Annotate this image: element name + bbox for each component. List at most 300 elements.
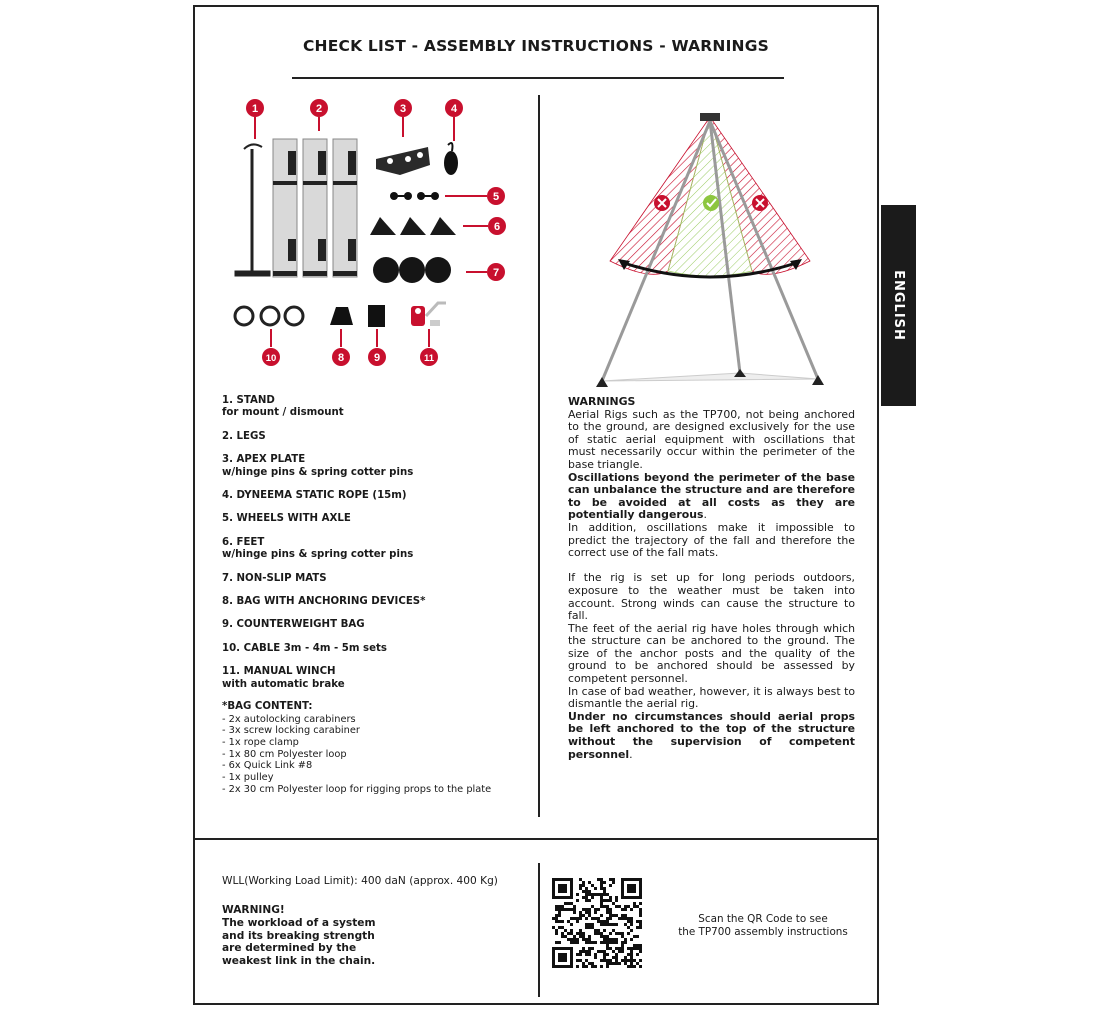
bag-item: - 2x autolocking carabiners (222, 713, 356, 725)
bag-item: - 3x screw locking carabiner (222, 725, 360, 737)
qr-module (639, 923, 642, 926)
qr-module (555, 920, 558, 923)
qr-module (639, 965, 642, 968)
svg-text:6: 6 (493, 221, 501, 233)
stand-drawing (235, 144, 270, 276)
qr-module (627, 953, 630, 956)
qr-module (600, 902, 603, 905)
qr-module (612, 914, 615, 917)
qr-module (624, 905, 627, 908)
qr-module (588, 914, 591, 917)
qr-module (630, 923, 633, 926)
qr-module (624, 962, 627, 965)
qr-module (585, 959, 588, 962)
qr-module (630, 920, 633, 923)
bag-item: - 1x 80 cm Polyester loop (222, 748, 347, 760)
mats-drawing (373, 257, 451, 283)
qr-module (585, 887, 588, 890)
qr-module (600, 935, 603, 938)
qr-module (576, 965, 579, 968)
qr-module (570, 938, 573, 941)
qr-module (615, 899, 618, 902)
qr-module (603, 887, 606, 890)
qr-module (639, 950, 642, 953)
qr-module (594, 911, 597, 914)
qr-module (630, 953, 633, 956)
qr-module (576, 938, 579, 941)
qr-module (603, 956, 606, 959)
qr-module (561, 932, 564, 935)
wll-text: WLL(Working Load Limit): 400 daN (approx. 400 Kg) (222, 875, 498, 887)
qr-module (582, 932, 585, 935)
qr-module (609, 923, 612, 926)
qr-module (585, 941, 588, 944)
qr-module (600, 881, 603, 884)
qr-module (579, 950, 582, 953)
footer-divider (195, 838, 877, 840)
part-item: 1. STAND for mount / dismount (222, 395, 344, 419)
qr-module (573, 905, 576, 908)
svg-text:3: 3 (399, 103, 407, 115)
qr-code[interactable] (552, 878, 642, 968)
qr-module (606, 959, 609, 962)
qr-module (633, 965, 636, 968)
qr-module (591, 896, 594, 899)
qr-module (561, 905, 564, 908)
svg-text:8: 8 (337, 352, 345, 364)
qr-module (591, 884, 594, 887)
qr-module (582, 947, 585, 950)
qr-module (615, 956, 618, 959)
qr-module (630, 917, 633, 920)
marker-6 (488, 217, 506, 235)
qr-module (591, 905, 594, 908)
qr-module (600, 893, 603, 896)
qr-module (621, 914, 624, 917)
qr-module (627, 965, 630, 968)
qr-module (603, 959, 606, 962)
x-mark-left-icon (654, 195, 670, 211)
qr-module (591, 947, 594, 950)
svg-text:4: 4 (450, 103, 458, 115)
qr-module (573, 908, 576, 911)
qr-module (564, 935, 567, 938)
qr-module (576, 917, 579, 920)
weakest-link-warning: WARNING! The workload of a system and its breaking strength are determined by the weakest link in the chain. (222, 904, 376, 968)
qr-module (639, 911, 642, 914)
qr-module (585, 953, 588, 956)
qr-module (606, 938, 609, 941)
qr-module (621, 932, 624, 935)
qr-module (570, 941, 573, 944)
qr-module (573, 917, 576, 920)
qr-module (552, 917, 555, 920)
warnings-heading: WARNINGS (568, 395, 636, 408)
qr-module (588, 908, 591, 911)
qr-module (636, 905, 639, 908)
qr-module (570, 908, 573, 911)
qr-module (639, 944, 642, 947)
qr-module (630, 959, 633, 962)
qr-module (573, 935, 576, 938)
bag-item: - 2x 30 cm Polyester loop for rigging props to the plate (222, 783, 492, 795)
qr-module (606, 893, 609, 896)
qr-module (636, 944, 639, 947)
qr-module (582, 965, 585, 968)
qr-module (606, 965, 609, 968)
qr-module (576, 893, 579, 896)
qr-module (579, 911, 582, 914)
qr-module (615, 923, 618, 926)
qr-module (570, 917, 573, 920)
qr-module (606, 911, 609, 914)
marker-3 (394, 99, 412, 117)
qr-module (579, 878, 582, 881)
qr-module (624, 914, 627, 917)
qr-module (561, 908, 564, 911)
column-divider (538, 95, 540, 817)
qr-module (636, 953, 639, 956)
qr-module (591, 923, 594, 926)
qr-module (630, 938, 633, 941)
svg-text:5: 5 (492, 191, 500, 203)
qr-module (579, 884, 582, 887)
qr-module (600, 932, 603, 935)
qr-module (585, 893, 588, 896)
qr-module (573, 911, 576, 914)
qr-module (630, 965, 633, 968)
qr-module (624, 923, 627, 926)
qr-module (591, 893, 594, 896)
qr-module (564, 908, 567, 911)
qr-module (600, 905, 603, 908)
qr-module (564, 902, 567, 905)
qr-module (555, 932, 558, 935)
qr-module (591, 941, 594, 944)
part-item: 8. BAG WITH ANCHORING DEVICES* (222, 596, 426, 608)
qr-module (615, 932, 618, 935)
warnings-paragraph: Under no circumstances should aerial props be left anchored to the top of the structure without the supervision of competent personnel. (568, 709, 855, 761)
qr-module (573, 938, 576, 941)
qr-module (585, 911, 588, 914)
qr-module (603, 890, 606, 893)
title-divider (292, 77, 784, 79)
qr-module (612, 950, 615, 953)
qr-module (612, 923, 615, 926)
qr-module (558, 914, 561, 917)
qr-module (594, 887, 597, 890)
qr-module (636, 935, 639, 938)
qr-module (588, 953, 591, 956)
qr-module (555, 908, 558, 911)
qr-module (597, 929, 600, 932)
qr-module (594, 941, 597, 944)
svg-text:10: 10 (265, 353, 277, 364)
qr-module (600, 896, 603, 899)
qr-module (582, 908, 585, 911)
qr-module (627, 932, 630, 935)
qr-module (630, 956, 633, 959)
qr-module (603, 950, 606, 953)
qr-module (624, 938, 627, 941)
qr-module (615, 947, 618, 950)
qr-module (567, 932, 570, 935)
marker-2 (310, 99, 328, 117)
qr-module (558, 908, 561, 911)
qr-module (582, 962, 585, 965)
qr-module (585, 923, 588, 926)
qr-module (633, 944, 636, 947)
qr-module (606, 899, 609, 902)
qr-module (606, 908, 609, 911)
qr-module (585, 926, 588, 929)
qr-module (612, 902, 615, 905)
qr-module (621, 935, 624, 938)
qr-module (612, 941, 615, 944)
qr-module (603, 881, 606, 884)
qr-module (603, 923, 606, 926)
qr-module (579, 932, 582, 935)
apex-plate (700, 113, 720, 121)
qr-module (618, 905, 621, 908)
qr-module (633, 947, 636, 950)
qr-module (594, 929, 597, 932)
qr-module (612, 938, 615, 941)
qr-module (636, 920, 639, 923)
marker-1 (246, 99, 264, 117)
qr-module (609, 947, 612, 950)
wheels-drawing (390, 192, 439, 200)
qr-module (639, 920, 642, 923)
oscillation-diagram (590, 111, 830, 391)
qr-module (618, 947, 621, 950)
qr-module (615, 959, 618, 962)
bag-content-title: *BAG CONTENT: (222, 701, 313, 713)
qr-module (597, 920, 600, 923)
part-item: 9. COUNTERWEIGHT BAG (222, 619, 365, 631)
qr-module (576, 932, 579, 935)
marker-4 (445, 99, 463, 117)
qr-module (594, 893, 597, 896)
qr-module (570, 932, 573, 935)
qr-module (627, 926, 630, 929)
warnings-paragraph: If the rig is set up for long periods outdoors, exposure to the weather must be taken into account. Strong winds can cause the structure to fall. (568, 571, 855, 623)
qr-module (621, 950, 624, 953)
qr-module (612, 956, 615, 959)
legs-drawing (273, 139, 357, 277)
qr-module (576, 920, 579, 923)
qr-module (609, 908, 612, 911)
qr-module (639, 926, 642, 929)
qr-module (585, 938, 588, 941)
qr-module (582, 950, 585, 953)
qr-module (576, 959, 579, 962)
check-mark-icon (703, 195, 719, 211)
winch-drawing (411, 303, 446, 326)
qr-module (591, 965, 594, 968)
qr-module (591, 926, 594, 929)
qr-module (597, 893, 600, 896)
language-tab: ENGLISH (881, 205, 916, 406)
qr-module (633, 902, 636, 905)
qr-module (624, 956, 627, 959)
qr-module (606, 923, 609, 926)
qr-module (609, 884, 612, 887)
qr-module (597, 878, 600, 881)
qr-module (582, 881, 585, 884)
qr-module (639, 947, 642, 950)
qr-module (606, 917, 609, 920)
qr-module (597, 908, 600, 911)
qr-module (603, 893, 606, 896)
qr-module (606, 953, 609, 956)
warnings-paragraph: In addition, oscillations make it impossible to predict the trajectory of the fall and therefore the correct use of the fall mats. (568, 520, 855, 560)
part-item: 11. MANUAL WINCH with automatic brake (222, 666, 345, 690)
parts-list (222, 395, 522, 795)
qr-module (639, 908, 642, 911)
qr-module (627, 920, 630, 923)
qr-module (603, 905, 606, 908)
qr-module (606, 962, 609, 965)
page-title: CHECK LIST - ASSEMBLY INSTRUCTIONS - WARNINGS (302, 37, 770, 55)
qr-module (600, 965, 603, 968)
qr-module (621, 908, 624, 911)
qr-module (558, 911, 561, 914)
anchoring-bag-drawing (330, 307, 353, 325)
qr-module (588, 890, 591, 893)
qr-module (636, 947, 639, 950)
qr-module (579, 887, 582, 890)
qr-module (576, 953, 579, 956)
marker-8 (332, 348, 350, 366)
qr-module (555, 929, 558, 932)
qr-module (630, 962, 633, 965)
qr-module (615, 941, 618, 944)
qr-module (630, 929, 633, 932)
qr-module (582, 938, 585, 941)
qr-module (639, 914, 642, 917)
qr-module (609, 959, 612, 962)
qr-module (558, 920, 561, 923)
qr-module (582, 935, 585, 938)
qr-caption: Scan the QR Code to see the TP700 assembly instructions (678, 913, 848, 938)
rope-drawing (444, 143, 458, 175)
qr-module (609, 911, 612, 914)
qr-module (585, 908, 588, 911)
warnings-paragraph: Oscillations beyond the perimeter of the base can unbalance the structure and are therefore to be avoided at all costs as they are potentially dangerous. (568, 470, 855, 522)
qr-module (612, 881, 615, 884)
marker-9 (368, 348, 386, 366)
bag-item: - 1x rope clamp (222, 736, 299, 748)
qr-module (588, 893, 591, 896)
warnings-paragraph: The feet of the aerial rig have holes through which the structure can be anchored to the ground. The size of the anchor posts and the quality of the ground to be anchored should be assessed by competent personnel. (568, 621, 855, 686)
qr-module (558, 941, 561, 944)
qr-module (603, 938, 606, 941)
qr-module (570, 902, 573, 905)
qr-module (630, 908, 633, 911)
marker-7 (487, 263, 505, 281)
qr-module (594, 965, 597, 968)
qr-module (633, 935, 636, 938)
qr-module (600, 920, 603, 923)
qr-module (555, 914, 558, 917)
qr-module (630, 950, 633, 953)
qr-module (624, 908, 627, 911)
part-item: 3. APEX PLATE w/hinge pins & spring cotter pins (222, 454, 414, 478)
qr-module (630, 947, 633, 950)
qr-module (600, 899, 603, 902)
instruction-sheet (193, 5, 879, 1005)
svg-text:2: 2 (315, 103, 323, 115)
qr-module (582, 914, 585, 917)
part-item: 7. NON-SLIP MATS (222, 572, 327, 584)
marker-10 (262, 348, 280, 366)
qr-module (579, 917, 582, 920)
qr-module (600, 950, 603, 953)
qr-module (594, 956, 597, 959)
qr-module (567, 920, 570, 923)
qr-module (585, 917, 588, 920)
parts-illustration (230, 89, 530, 379)
counterweight-bag-drawing (368, 305, 385, 327)
qr-module (597, 950, 600, 953)
qr-module (582, 896, 585, 899)
qr-module (594, 908, 597, 911)
qr-module (582, 884, 585, 887)
qr-module (618, 962, 621, 965)
qr-module (636, 962, 639, 965)
part-item: 5. WHEELS WITH AXLE (222, 513, 351, 525)
qr-module (609, 962, 612, 965)
qr-module (621, 917, 624, 920)
qr-module (618, 950, 621, 953)
qr-module (609, 938, 612, 941)
qr-module (600, 884, 603, 887)
qr-module (603, 953, 606, 956)
qr-module (612, 929, 615, 932)
qr-module (600, 959, 603, 962)
qr-module (585, 896, 588, 899)
svg-text:1: 1 (251, 103, 259, 115)
qr-module (621, 947, 624, 950)
part-item: 2. LEGS (222, 430, 266, 442)
qr-module (624, 941, 627, 944)
qr-module (609, 917, 612, 920)
qr-module (615, 938, 618, 941)
qr-module (594, 917, 597, 920)
qr-module (576, 899, 579, 902)
part-item: 4. DYNEEMA STATIC ROPE (15m) (222, 490, 407, 502)
qr-module (597, 917, 600, 920)
qr-module (555, 905, 558, 908)
qr-module (576, 941, 579, 944)
qr-module (615, 953, 618, 956)
qr-module (636, 926, 639, 929)
part-item: 10. CABLE 3m - 4m - 5m sets (222, 642, 387, 654)
qr-module (615, 896, 618, 899)
qr-module (579, 929, 582, 932)
qr-module (588, 926, 591, 929)
qr-module (561, 920, 564, 923)
qr-module (615, 914, 618, 917)
qr-module (597, 932, 600, 935)
bag-item: - 1x pulley (222, 772, 274, 784)
svg-text:11: 11 (423, 353, 435, 364)
qr-module (609, 878, 612, 881)
qr-module (585, 899, 588, 902)
qr-module (618, 917, 621, 920)
qr-module (618, 932, 621, 935)
